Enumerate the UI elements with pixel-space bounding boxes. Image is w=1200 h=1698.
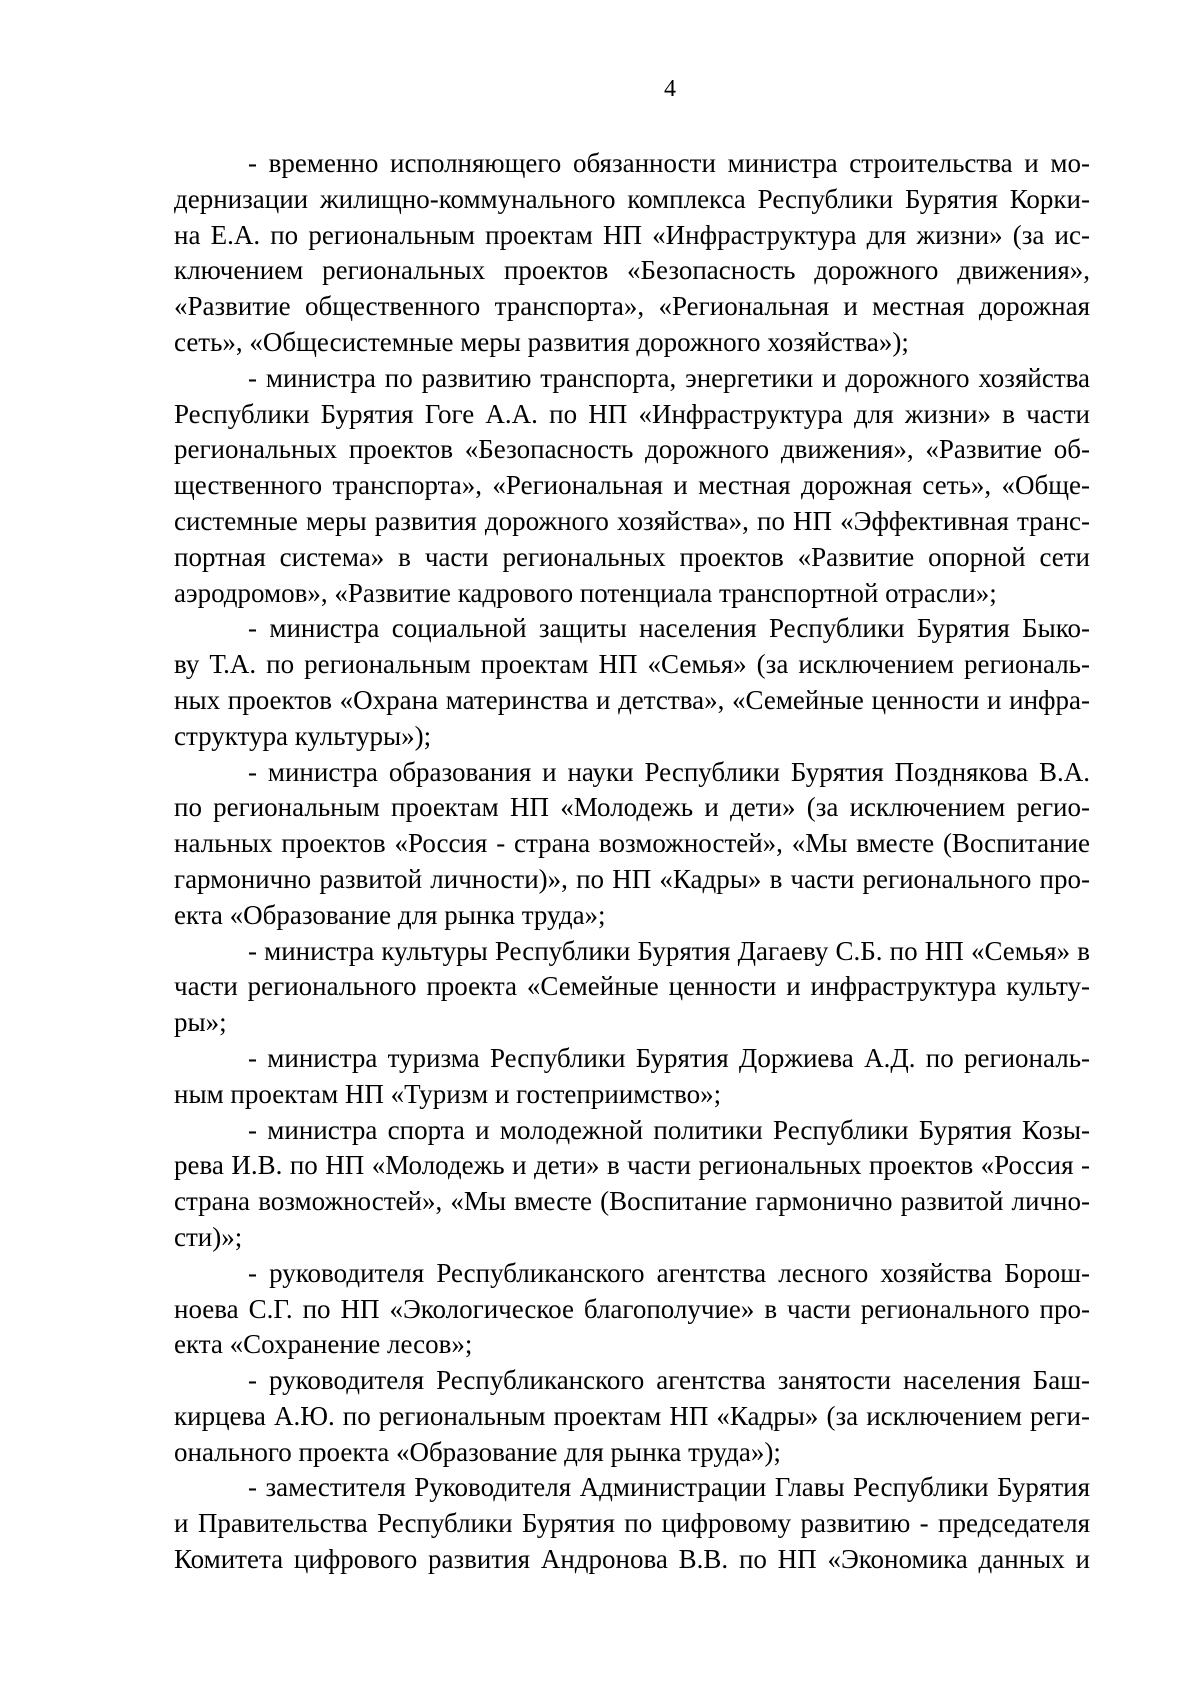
text-line: - министра по развитию транспорта, энергетики и дорожного хозяйства: [248, 362, 1090, 393]
text-line: и Правительства Республики Бурятия по цифровому развитию - председателя: [174, 1508, 1090, 1539]
text-line: ноева С.Г. по НП «Экологическое благополучие» в части регионального про-: [174, 1293, 1090, 1324]
text-line: ры»;: [174, 1007, 227, 1038]
text-line: сеть», «Общесистемные меры развития дорожного хозяйства»);: [174, 326, 909, 357]
text-line: системные меры развития дорожного хозяйства», по НП «Эффективная транс-: [174, 505, 1090, 536]
text-line: структура культуры»);: [174, 720, 432, 751]
text-line: ным проектам НП «Туризм и гостеприимство»;: [174, 1078, 722, 1109]
text-line: - министра социальной защиты населения Республики Бурятия Быко-: [248, 613, 1090, 644]
text-line: онального проекта «Образование для рынка труда»);: [174, 1436, 781, 1467]
text-line: гармонично развитой личности)», по НП «Кадры» в части регионального про-: [174, 863, 1090, 894]
page-number: 4: [664, 76, 676, 102]
paragraph: [174, 1363, 1090, 1470]
text-line: Комитета цифрового развития Андронова В.В. по НП «Экономика данных и: [174, 1544, 1090, 1575]
text-line: рева И.В. по НП «Молодежь и дети» в части региональных проектов «Россия -: [174, 1150, 1090, 1181]
paragraph: [174, 146, 1090, 361]
text-line: - министра туризма Республики Бурятия Доржиева А.Д. по региональ-: [248, 1042, 1090, 1073]
text-line: - министра образования и науки Республики Бурятия Позднякова В.А.: [248, 756, 1090, 787]
paragraph: [174, 611, 1090, 754]
paragraph: [174, 1256, 1090, 1363]
text-line: щественного транспорта», «Региональная и местная дорожная сеть», «Обще-: [174, 470, 1090, 501]
text-line: портная система» в части региональных проектов «Развитие опорной сети: [174, 541, 1090, 572]
text-line: - руководителя Республиканского агентства занятости населения Баш-: [248, 1365, 1090, 1396]
text-line: екта «Сохранение лесов»;: [174, 1329, 473, 1360]
text-line: кирцева А.Ю. по региональным проектам НП «Кадры» (за исключением реги-: [174, 1400, 1090, 1431]
text-line: ву Т.А. по региональным проектам НП «Семья» (за исключением региональ-: [174, 649, 1090, 680]
text-line: страна возможностей», «Мы вместе (Воспитание гармонично развитой лично-: [174, 1186, 1090, 1217]
text-line: ключением региональных проектов «Безопасность дорожного движения»,: [174, 255, 1090, 286]
text-line: дернизации жилищно-коммунального комплекса Республики Бурятия Корки-: [174, 183, 1090, 214]
text-line: екта «Образование для рынка труда»;: [174, 899, 606, 930]
text-line: - заместителя Руководителя Администрации Главы Республики Бурятия: [248, 1472, 1090, 1503]
paragraph: [174, 1041, 1090, 1113]
paragraph: [174, 1113, 1090, 1256]
document-body: [174, 146, 1090, 1578]
paragraph: [174, 1470, 1090, 1577]
text-line: на Е.А. по региональным проектам НП «Инфраструктура для жизни» (за ис-: [174, 219, 1090, 250]
paragraph: [174, 361, 1090, 612]
text-line: - временно исполняющего обязанности министра строительства и мо-: [248, 148, 1090, 178]
text-line: части регионального проекта «Семейные ценности и инфраструктура культу-: [174, 971, 1090, 1002]
paragraph: [174, 755, 1090, 934]
text-line: нальных проектов «Россия - страна возможностей», «Мы вместе (Воспитание: [174, 828, 1090, 859]
text-line: сти)»;: [174, 1221, 243, 1252]
text-line: - министра культуры Республики Бурятия Дагаеву С.Б. по НП «Семья» в: [248, 935, 1090, 966]
text-line: «Развитие общественного транспорта», «Региональная и местная дорожная: [174, 291, 1090, 322]
paragraph: [174, 934, 1090, 1041]
text-line: региональных проектов «Безопасность дорожного движения», «Развитие об-: [174, 434, 1090, 465]
text-line: аэродромов», «Развитие кадрового потенциала транспортной отрасли»;: [174, 577, 997, 608]
text-line: ных проектов «Охрана материнства и детства», «Семейные ценности и инфра-: [174, 684, 1090, 715]
text-line: Республики Бурятия Гоге А.А. по НП «Инфраструктура для жизни» в части: [174, 398, 1090, 429]
text-line: - министра спорта и молодежной политики Республики Бурятия Козы-: [248, 1114, 1090, 1145]
text-line: по региональным проектам НП «Молодежь и дети» (за исключением регио-: [174, 792, 1090, 823]
text-line: - руководителя Республиканского агентства лесного хозяйства Борош-: [248, 1257, 1090, 1288]
